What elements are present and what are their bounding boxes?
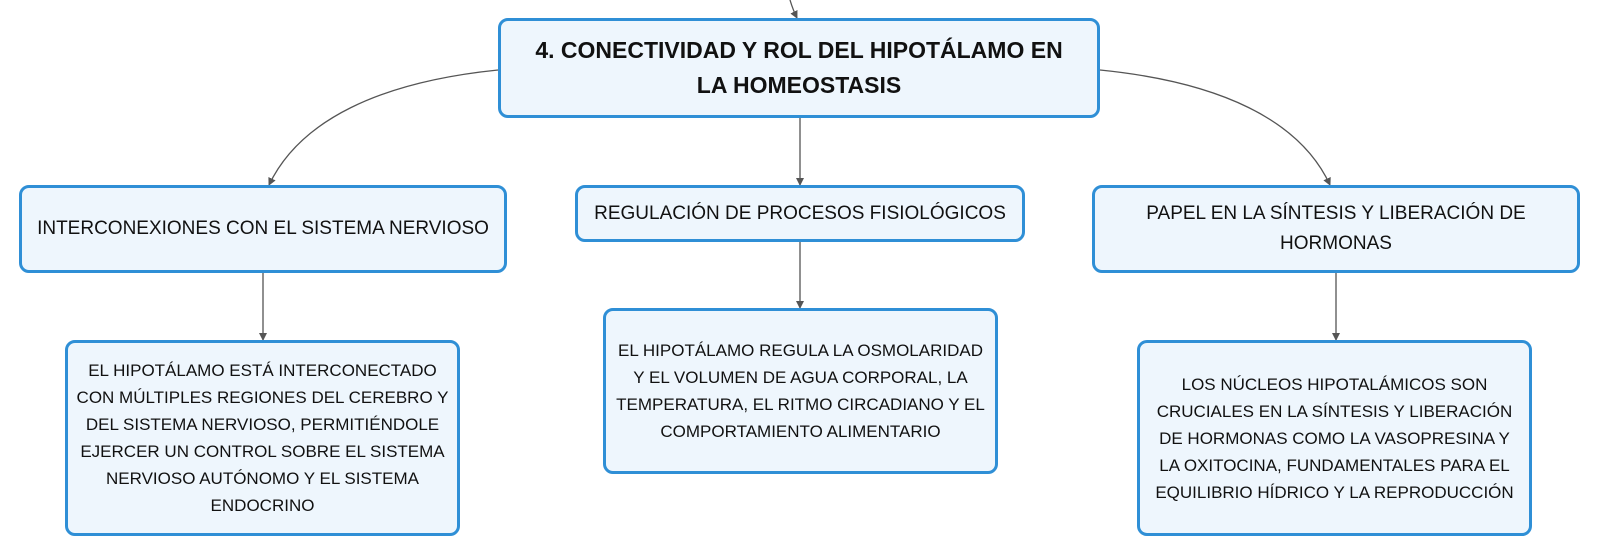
detail-text: LOS NÚCLEOS HIPOTALÁMICOS SON CRUCIALES EN LA SÍNTESIS Y LIBERACIÓN DE HORMONAS COMO LA VASOPRESINA Y LA OXITOCINA, FUNDAMENTALES PARA EL EQUILIBRIO HÍDRICO Y LA REPRODUCCIÓN (1155, 374, 1514, 502)
branch-label: INTERCONEXIONES CON EL SISTEMA NERVIOSO (37, 218, 489, 239)
connector-root-to-papel (1100, 70, 1330, 185)
root-topic-title: 4. CONECTIVIDAD Y ROL DEL HIPOTÁLAMO EN LA HOMEOSTASIS (535, 37, 1063, 98)
branch-node-regulacion[interactable] (575, 185, 1025, 242)
branch-label: PAPEL EN LA SÍNTESIS Y LIBERACIÓN DE HORMONAS (1146, 203, 1526, 254)
detail-text: EL HIPOTÁLAMO ESTÁ INTERCONECTADO CON MÚLTIPLES REGIONES DEL CEREBRO Y DEL SISTEMA NERVIOSO, PERMITIÉNDOLE EJERCER UN CONTROL SOBRE EL SISTEMA NERVIOSO AUTÓNOMO Y EL SISTEMA ENDOCRINO (76, 361, 449, 515)
detail-text: EL HIPOTÁLAMO REGULA LA OSMOLARIDAD Y EL VOLUMEN DE AGUA CORPORAL, LA TEMPERATURA, EL RITMO CIRCADIANO Y EL COMPORTAMIENTO ALIMENTARIO (616, 341, 985, 441)
connector-root-to-interconexiones (269, 70, 498, 185)
incoming-connector (790, 0, 797, 18)
detail-node-hormonas[interactable] (1137, 340, 1532, 536)
root-topic-node[interactable] (498, 18, 1100, 118)
detail-node-interconexiones[interactable] (65, 340, 460, 536)
branch-node-hormonas[interactable] (1092, 185, 1580, 273)
branch-label: REGULACIÓN DE PROCESOS FISIOLÓGICOS (594, 202, 1006, 224)
detail-node-regulacion[interactable] (603, 308, 998, 474)
branch-node-interconexiones[interactable] (19, 185, 507, 273)
